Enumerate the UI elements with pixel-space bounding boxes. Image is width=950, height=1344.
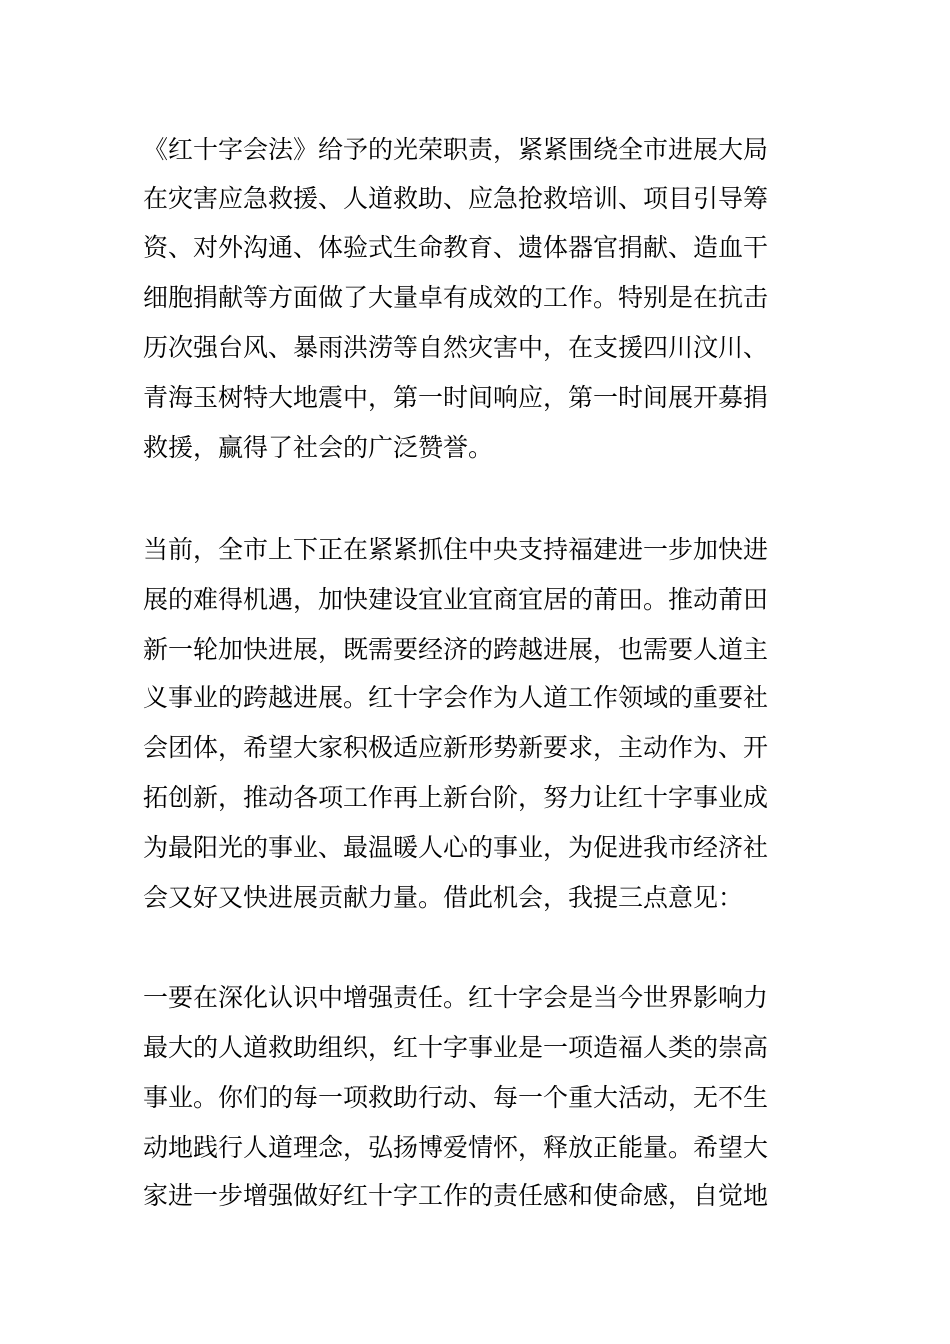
text-line: 会又好又快进展贡献力量。借此机会，我提三点意见： (143, 883, 744, 912)
text-line: 历次强台风、暴雨洪涝等自然灾害中，在支援四川汶川、 (143, 333, 769, 362)
text-line: 事业。你们的每一项救助行动、每一个重大活动，无不生 (143, 1083, 769, 1112)
text-line: 动地践行人道理念，弘扬博爱情怀，释放正能量。希望大 (143, 1133, 769, 1162)
text-line: 新一轮加快进展，既需要经济的跨越进展，也需要人道主 (143, 635, 769, 664)
text-line: 《红十字会法》给予的光荣职责，紧紧围绕全市进展大局 (143, 135, 769, 164)
text-line: 为最阳光的事业、最温暖人心的事业，为促进我市经济社 (143, 833, 769, 862)
text-line: 资、对外沟通、体验式生命教育、遗体器官捐献、造血干 (143, 233, 769, 262)
text-line: 当前，全市上下正在紧紧抓住中央支持福建进一步加快进 (143, 535, 769, 564)
text-line: 青海玉树特大地震中，第一时间响应，第一时间展开募捐 (143, 383, 769, 412)
text-line: 最大的人道救助组织，红十字事业是一项造福人类的崇高 (143, 1033, 769, 1062)
text-line: 拓创新，推动各项工作再上新台阶，努力让红十字事业成 (143, 783, 769, 812)
text-line: 救援，赢得了社会的广泛赞誉。 (143, 433, 494, 462)
text-line: 一要在深化认识中增强责任。红十字会是当今世界影响力 (143, 983, 769, 1012)
text-line: 会团体，希望大家积极适应新形势新要求，主动作为、开 (143, 733, 769, 762)
text-line: 细胞捐献等方面做了大量卓有成效的工作。特别是在抗击 (143, 283, 769, 312)
text-line: 义事业的跨越进展。红十字会作为人道工作领域的重要社 (143, 683, 769, 712)
text-line: 家进一步增强做好红十字工作的责任感和使命感，自觉地 (143, 1181, 769, 1210)
text-line: 展的难得机遇，加快建设宜业宜商宜居的莆田。推动莆田 (143, 585, 769, 614)
text-line: 在灾害应急救援、人道救助、应急抢救培训、项目引导筹 (143, 184, 769, 213)
